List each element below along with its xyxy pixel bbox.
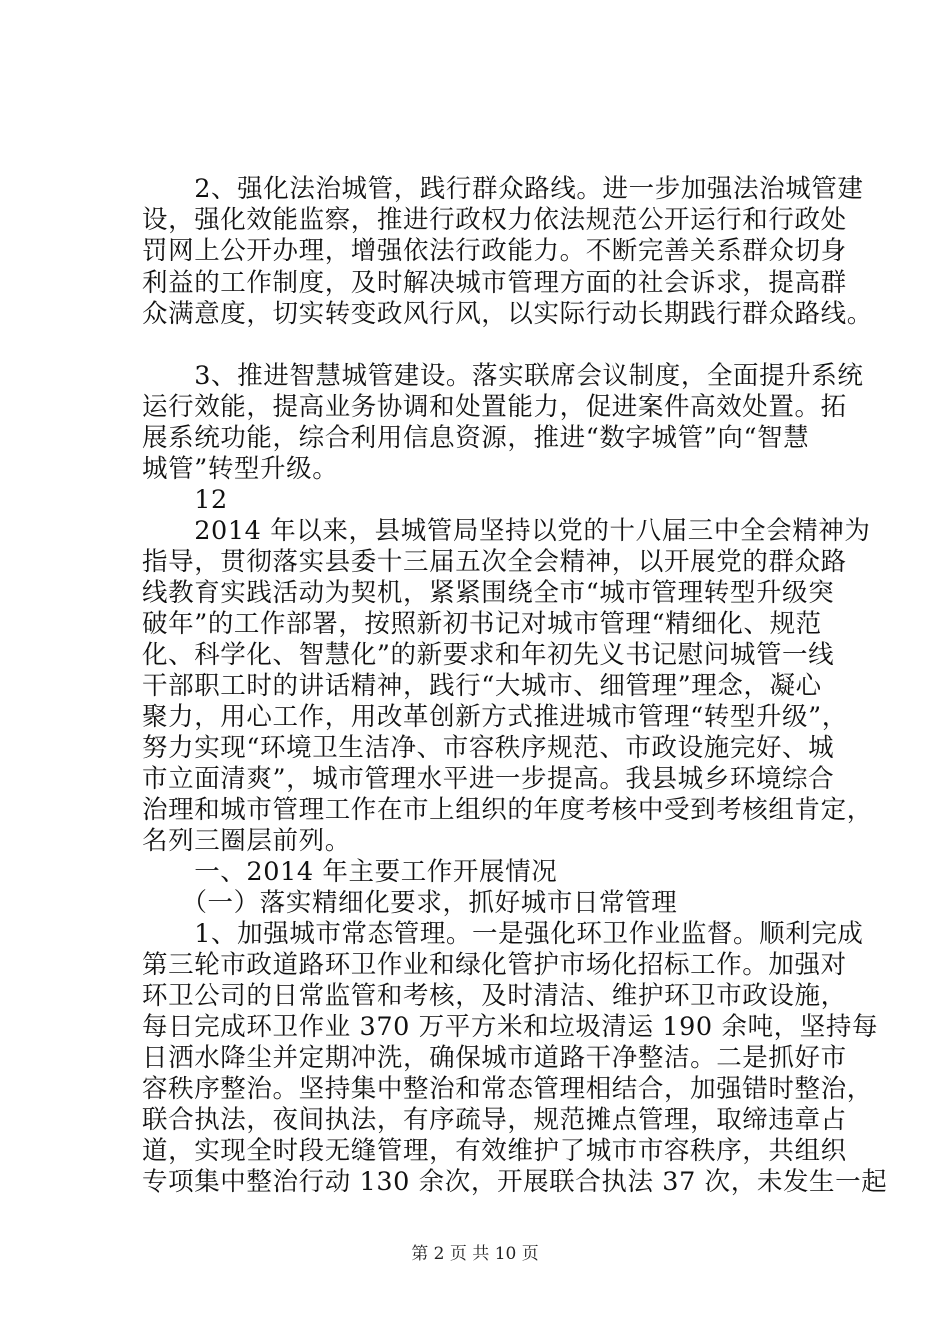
text-line: 联合执法，夜间执法，有序疏导，规范摊点管理，取缔违章占 xyxy=(142,1105,847,1135)
text-line: 城管”转型升级。 xyxy=(142,454,339,484)
text-line: 日洒水降尘并定期冲洗，确保城市道路干净整洁。二是抓好市 xyxy=(142,1043,847,1073)
text-line: 线教育实践活动为契机，紧紧围绕全市“城市管理转型升级突 xyxy=(142,578,835,608)
text-line: 破年”的工作部署，按照新初书记对城市管理“精细化、规范 xyxy=(142,609,822,639)
text-line: 专项集中整治行动 130 余次，开展联合执法 37 次，未发生一起 xyxy=(142,1167,888,1197)
text-line: 环卫公司的日常监管和考核，及时清洁、维护环卫市政设施， xyxy=(142,981,847,1011)
text-line: 2014 年以来，县城管局坚持以党的十八届三中全会精神为 xyxy=(142,516,871,546)
text-line: 2、强化法治城管，践行群众路线。进一步加强法治城管建 xyxy=(142,174,864,204)
text-line: 运行效能，提高业务协调和处置能力，促进案件高效处置。拓 xyxy=(142,392,847,422)
text-line: 3、推进智慧城管建设。落实联席会议制度，全面提升系统 xyxy=(142,361,864,391)
text-line: 罚网上公开办理，增强依法行政能力。不断完善关系群众切身 xyxy=(142,236,847,266)
text-line: 设，强化效能监察，推进行政权力依法规范公开运行和行政处 xyxy=(142,205,847,235)
text-line: 聚力，用心工作，用改革创新方式推进城市管理“转型升级”， xyxy=(142,702,848,732)
text-line: 12 xyxy=(142,485,228,515)
text-line: 干部职工时的讲话精神，践行“大城市、细管理”理念，凝心 xyxy=(142,671,822,701)
text-line: 名列三圈层前列。 xyxy=(142,826,351,856)
page-footer: 第 2 页 共 10 页 xyxy=(411,1244,539,1264)
text-line: 第三轮市政道路环卫作业和绿化管护市场化招标工作。加强对 xyxy=(142,950,847,980)
text-line: 利益的工作制度，及时解决城市管理方面的社会诉求，提高群 xyxy=(142,268,847,298)
text-line: 1、加强城市常态管理。一是强化环卫作业监督。顺利完成 xyxy=(142,919,864,949)
text-line: 指导，贯彻落实县委十三届五次全会精神，以开展党的群众路 xyxy=(142,547,847,577)
text-line: 努力实现“环境卫生洁净、市容秩序规范、市政设施完好、城 xyxy=(142,733,835,763)
text-line: 每日完成环卫作业 370 万平方米和垃圾清运 190 余吨，坚持每 xyxy=(142,1012,879,1042)
text-line: 展系统功能，综合利用信息资源，推进“数字城管”向“智慧 xyxy=(142,423,810,453)
text-line: 治理和城市管理工作在市上组织的年度考核中受到考核组肯定， xyxy=(142,795,873,825)
text-line: 一、2014 年主要工作开展情况 xyxy=(142,857,558,887)
text-line: 化、科学化、智慧化”的新要求和年初先义书记慰问城管一线 xyxy=(142,640,835,670)
text-line: 众满意度，切实转变政风行风，以实际行动长期践行群众路线。 xyxy=(142,299,873,329)
text-line: 道，实现全时段无缝管理，有效维护了城市市容秩序，共组织 xyxy=(142,1136,847,1166)
text-line: 市立面清爽”，城市管理水平进一步提高。我县城乡环境综合 xyxy=(142,764,835,794)
text-line: （一）落实精细化要求，抓好城市日常管理 xyxy=(142,888,678,918)
text-line: 容秩序整治。坚持集中整治和常态管理相结合，加强错时整治， xyxy=(142,1074,873,1104)
